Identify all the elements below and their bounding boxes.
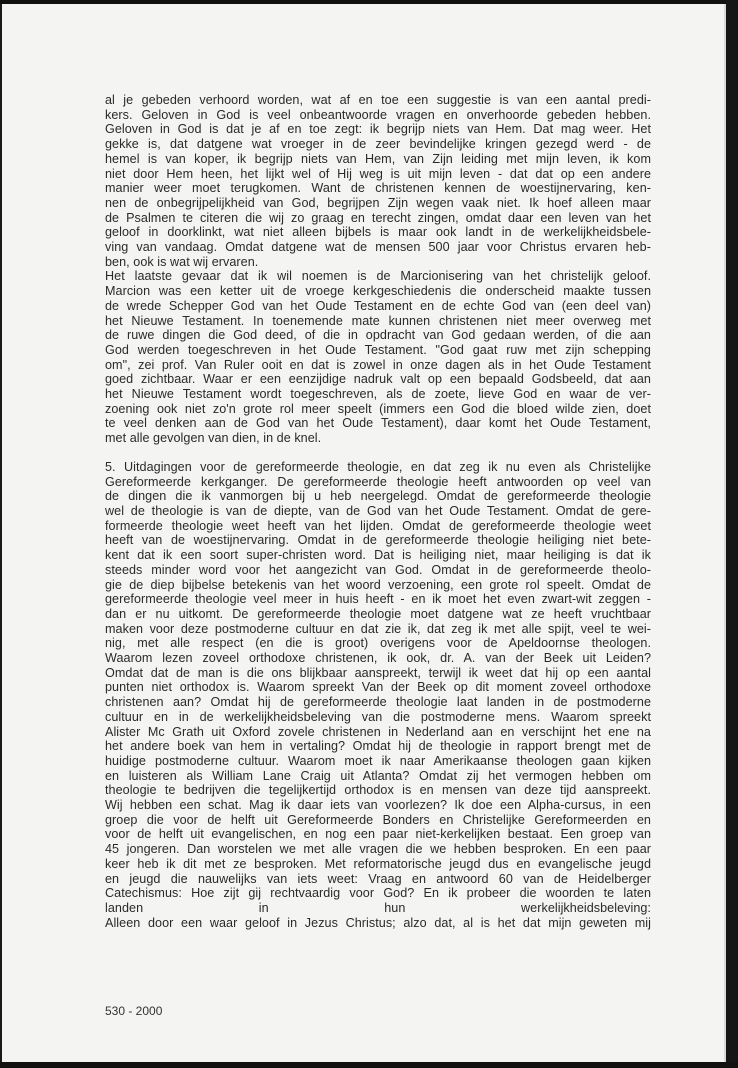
text-line: al je gebeden verhoord worden, wat af en toe een suggestie is van een aantal predi- xyxy=(105,93,651,107)
text-line: 45 jongeren. Dan worstelen we met alle vragen die we hebben besproken. En een paar xyxy=(105,842,651,857)
text-line: te veel denken aan de God van het Oude Testament), daar komt het Oude Testament, xyxy=(105,416,651,431)
text-line: groep die voor de helft uit Gereformeerde Bonders en Christelijke Gereformeerden en xyxy=(105,812,651,827)
text-line: de wrede Schepper God van het Oude Testament en de echte God van (een deel van) xyxy=(105,298,651,313)
text-line: goed zichtbaar. Waar er een eenzijdige nadruk valt op een bepaald Godsbeeld, dat aan xyxy=(105,372,651,387)
text-line: Omdat dat de man is die ons blijkbaar aanspreekt, terwijl ik weet dat hij op een aantal xyxy=(105,665,651,680)
text-line: Alleen door een waar geloof in Jezus Christus; alzo dat, al is het dat mijn geweten mij xyxy=(105,915,651,930)
text-line: Geloven in God is dat je af en toe zegt: ik begrijp niets van Hem. Dat mag weer. Het xyxy=(105,122,651,137)
text-line: wel de theologie is van de diepte, van de God van het Oude Testament. Omdat de gere- xyxy=(105,503,651,518)
text-line: landen in hun werkelijkheidsbeleving: xyxy=(105,900,651,915)
text-line: zoening ook niet zo'n grote rol meer speelt (immers een God die bloed wilde zien, doet xyxy=(105,401,651,416)
text-line: het Nieuwe Testament wordt toegeschreven, als de zoete, lieve God en waar de ver- xyxy=(105,387,651,402)
text-line: Wij hebben een schat. Mag ik daar iets van voorlezen? Ik doe een Alpha-cursus, in een xyxy=(105,798,651,813)
text-line: Catechismus: Hoe zijt gij rechtvaardig voor God? En ik probeer die woorden te laten xyxy=(105,886,651,901)
text-line: gie de diep bijbelse betekenis van het woord verzoening, een grote rol speelt. Omdat de xyxy=(105,577,651,592)
text-line: maken voor deze postmoderne cultuur en dat zie ik, dat zeg ik met alle spijt, veel te wei- xyxy=(105,621,651,636)
text-line: steeds minder word voor het aangezicht van God. Omdat in de gereformeerde theolo- xyxy=(105,562,651,577)
text-line: het andere boek van hem in vertaling? Omdat hij de theologie in rapport brengt met de xyxy=(105,739,651,754)
text-line: gereformeerde theologie veel meer in huis heeft - en ik moet het even zwart-wit zeggen - xyxy=(105,592,651,607)
text-line: hemel is van koper, ik begrijp niets van Hem, van Zijn leiding met mijn leven, ik kom xyxy=(105,151,651,166)
scan-border-right xyxy=(726,0,738,1068)
text-line: de ruwe dingen die God deed, of die in opdracht van God gedaan werden, of die aan xyxy=(105,328,651,343)
text-line: de dingen die ik vanmorgen bij u heb neergelegd. Omdat de gereformeerde theologie xyxy=(105,489,651,504)
text-line: Marcion was een ketter uit de vroege kerkgeschiedenis die onderscheid maakte tussen xyxy=(105,284,651,299)
text-line: God werden toegeschreven in het Oude Testament. "God gaat ruw met zijn schepping xyxy=(105,342,651,357)
text-line: voor de helft uit evangelischen, en nog een paar niet-kerkelijken bestaat. Een groep van xyxy=(105,827,651,842)
text-line: heeft van de woestijnervaring. Omdat in de gereformeerde theologie heiliging niet bete- xyxy=(105,533,651,548)
paragraph xyxy=(105,269,651,445)
text-line: Waarom lezen zoveel orthodoxe christenen, ik ook, dr. A. van der Beek uit Leiden? xyxy=(105,651,651,666)
text-line: keer heb ik dit met ze besproken. Met reformatorische jeugd dus en evangelische jeugd xyxy=(105,856,651,871)
text-line: met alle gevolgen van dien, in de knel. xyxy=(105,431,322,446)
text-line: en jeugd die nauwelijks van iets weet: Vraag en antwoord 60 van de Heidelberger xyxy=(105,871,651,886)
text-line: Gereformeerde kerkganger. De gereformeerde theologie heeft antwoorden op veel van xyxy=(105,474,651,489)
text-line: geloof in doorklinkt, wat niet alleen bijbels is maar ook landt in de werkelijkheidsbele- xyxy=(105,225,651,240)
text-line: nen de onbegrijpelijkheid van God, begrijpen Zijn wegen vaak niet. Ik hoef alleen maar xyxy=(105,195,651,210)
text-line: ving van vandaag. Omdat datgene wat de mensen 500 jaar voor Christus ervaren heb- xyxy=(105,240,651,255)
text-line: het Nieuwe Testament. In toenemende mate kunnen christenen niet meer overweg met xyxy=(105,313,651,328)
text-line: de Psalmen te citeren die wij zo graag en terecht zingen, omdat daar een leven van het xyxy=(105,210,651,225)
text-line: theologie te bedrijven die tegelijkertijd orthodox is en mensen van deze tijd aanspreekt. xyxy=(105,783,651,798)
page-number: 530 - 2000 xyxy=(105,1004,163,1018)
text-line: nig, met alle respect (en die is groot) overigens voor de Apeldoornse theologen. xyxy=(105,636,651,651)
text-line: ben, ook is wat wij ervaren. xyxy=(105,254,259,269)
text-line: dan er nu uitkomt. De gereformeerde theologie moet datgene wat ze heeft vruchtbaar xyxy=(105,606,651,621)
paragraph xyxy=(105,460,651,931)
text-line: kent dat ik een soort super-christen word. Dat is heiliging niet, maar heiliging is dat ik xyxy=(105,548,651,563)
text-line: en luisteren als William Lane Craig uit Atlanta? Omdat zij het vermogen hebben om xyxy=(105,768,651,783)
text-line: gekke is, dat datgene wat vroeger in de zeer bevindelijke kringen gezegd werd - de xyxy=(105,137,651,152)
text-line: manier weer moet terugkomen. Want de christenen kennen de woestijnervaring, ken- xyxy=(105,181,651,196)
text-line: Alister Mc Grath uit Oxford zovele christenen in Nederland aan en verschijnt het ene na xyxy=(105,724,651,739)
text-line: 5. Uitdagingen voor de gereformeerde theologie, en dat zeg ik nu even als Christelijke xyxy=(105,459,651,474)
text-line: cultuur en in de werkelijkheidsbeleving van die postmoderne mens. Waarom spreekt xyxy=(105,709,651,724)
text-line: niet door Hem heen, het lijkt wel of Hij weg is uit mijn leven - dat dat op een andere xyxy=(105,166,651,181)
text-line: kers. Geloven in God is veel onbeantwoorde vragen en onverhoorde gebeden hebben. xyxy=(105,107,651,122)
text-line: om", zei prof. Van Ruler ooit en dat is zowel in onze dagen als in het Oude Testament xyxy=(105,357,651,372)
text-line: formeerde theologie weet heeft van het lijden. Omdat de gereformeerde theologie weet xyxy=(105,518,651,533)
text-line: punten niet orthodox is. Waarom spreekt Van der Beek op dit moment zoveel orthodoxe xyxy=(105,680,651,695)
text-line: christenen aan? Omdat hij de gereformeerde theologie laat landen in de postmoderne xyxy=(105,695,651,710)
text-line: Het laatste gevaar dat ik wil noemen is de Marcionisering van het christelijk geloof. xyxy=(105,269,651,284)
scan-border-bottom xyxy=(0,1062,738,1068)
paragraph xyxy=(105,93,651,269)
body-text xyxy=(105,93,651,930)
text-line: huidige postmoderne cultuur. Waarom moet ik naar Amerikaanse theologen gaan kijken xyxy=(105,753,651,768)
